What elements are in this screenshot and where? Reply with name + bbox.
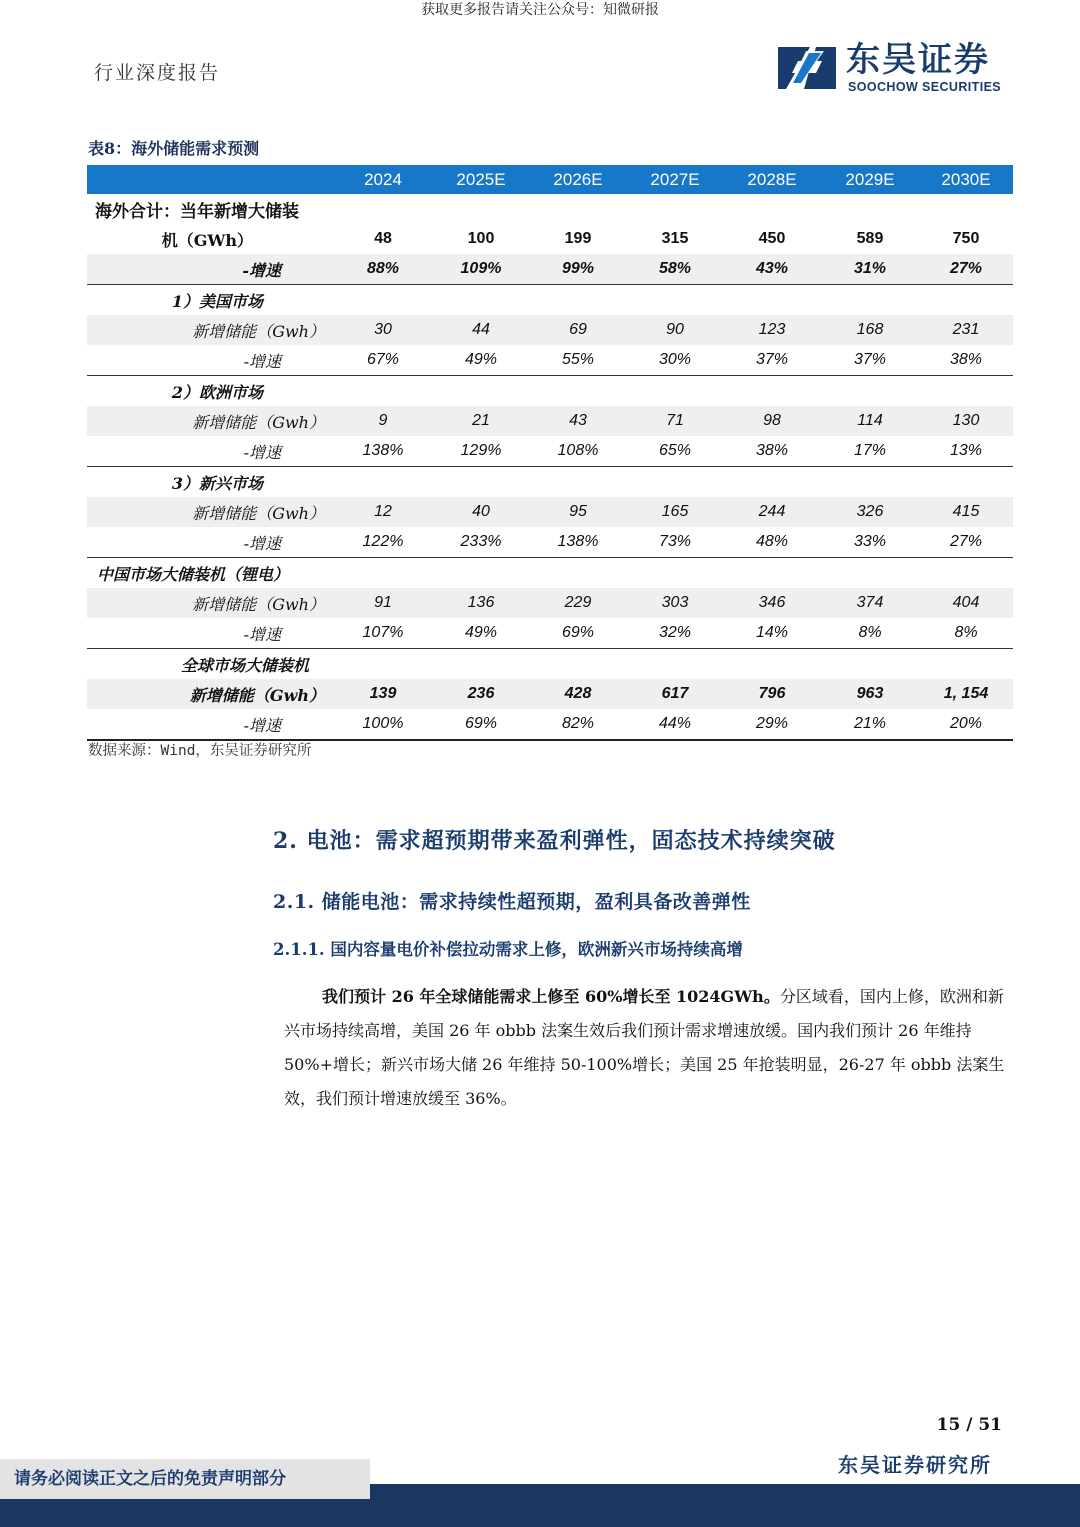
table-row	[87, 588, 1013, 618]
value-cell	[433, 649, 529, 680]
value-cell: 100%	[333, 709, 433, 740]
row-label: 新增储能（Gwh）	[87, 679, 333, 709]
value-cell: 38%	[723, 436, 821, 467]
value-cell: 1, 154	[919, 679, 1013, 709]
table-row	[87, 194, 1013, 224]
table-row	[87, 436, 1013, 467]
value-cell	[723, 649, 821, 680]
value-cell: 82%	[529, 709, 627, 740]
value-cell	[627, 558, 723, 589]
value-cell: 9	[333, 406, 433, 436]
value-cell: 65%	[627, 436, 723, 467]
value-cell	[333, 467, 433, 498]
value-cell: 138%	[333, 436, 433, 467]
value-cell: 29%	[723, 709, 821, 740]
top-note: 获取更多报告请关注公众号：知微研报	[421, 2, 659, 18]
value-cell: 98	[723, 406, 821, 436]
value-cell: 129%	[433, 436, 529, 467]
value-cell: 8%	[919, 618, 1013, 649]
value-cell: 48%	[723, 527, 821, 558]
footer-org-name: 东吴证券研究所	[838, 1453, 992, 1477]
row-label: 海外合计：当年新增大储装	[95, 201, 299, 222]
value-cell: 8%	[821, 618, 919, 649]
value-cell: 963	[821, 679, 919, 709]
value-cell	[821, 558, 919, 589]
row-label: 新增储能（Gwh）	[87, 406, 333, 436]
value-cell: 20%	[919, 709, 1013, 740]
value-cell	[919, 285, 1013, 316]
table-row	[87, 497, 1013, 527]
value-cell: 49%	[433, 345, 529, 376]
table-title: 表8：海外储能需求预测	[88, 139, 260, 158]
value-cell: 796	[723, 679, 821, 709]
value-cell: 32%	[627, 618, 723, 649]
row-label: -增速	[87, 527, 333, 558]
value-cell	[529, 376, 627, 407]
value-cell: 37%	[723, 345, 821, 376]
value-cell: 109%	[433, 254, 529, 285]
value-cell: 750	[952, 230, 980, 247]
value-cell: 91	[333, 588, 433, 618]
section-heading-2-1: 2.1. 储能电池：需求持续性超预期，盈利具备改善弹性	[273, 891, 751, 913]
value-cell	[723, 285, 821, 316]
value-cell: 108%	[529, 436, 627, 467]
forecast-table	[87, 165, 1013, 741]
value-cell	[723, 467, 821, 498]
table-row	[87, 527, 1013, 558]
value-cell: 58%	[627, 254, 723, 285]
value-cell	[919, 467, 1013, 498]
value-cell	[333, 649, 433, 680]
value-cell: 13%	[919, 436, 1013, 467]
value-cell: 38%	[919, 345, 1013, 376]
table-row	[87, 558, 1013, 589]
value-cell: 43	[529, 406, 627, 436]
value-cell: 229	[529, 588, 627, 618]
value-cell	[333, 285, 433, 316]
value-cell	[333, 376, 433, 407]
row-label: -增速	[87, 345, 333, 376]
table-row	[87, 406, 1013, 436]
value-cell	[821, 194, 919, 224]
value-cell: 44%	[627, 709, 723, 740]
table-header-row	[87, 165, 1013, 194]
header-cell: 2029E	[821, 165, 919, 194]
value-cell: 55%	[529, 345, 627, 376]
value-cell: 326	[821, 497, 919, 527]
body-paragraph	[284, 980, 1006, 1116]
report-type-label: 行业深度报告	[94, 62, 221, 84]
row-label: 新增储能（Gwh）	[87, 315, 333, 345]
value-cell: 233%	[433, 527, 529, 558]
logo-chinese-name: 东吴证券	[846, 40, 990, 80]
value-cell	[433, 376, 529, 407]
table-row	[87, 376, 1013, 407]
value-cell	[433, 558, 529, 589]
value-cell	[821, 467, 919, 498]
value-cell: 244	[723, 497, 821, 527]
table-row	[87, 709, 1013, 740]
value-cell: 428	[529, 679, 627, 709]
value-cell: 37%	[821, 345, 919, 376]
value-cell: 40	[433, 497, 529, 527]
value-cell	[433, 194, 529, 224]
value-cell: 12	[333, 497, 433, 527]
value-cell: 139	[333, 679, 433, 709]
row-label: -增速	[87, 436, 333, 467]
value-cell	[333, 558, 433, 589]
row-label: 3）新兴市场	[171, 473, 263, 493]
row-label: 新增储能（Gwh）	[87, 497, 333, 527]
value-cell	[529, 194, 627, 224]
value-cell: 69%	[529, 618, 627, 649]
value-cell: 71	[627, 406, 723, 436]
value-cell: 130	[919, 406, 1013, 436]
value-cell: 27%	[919, 254, 1013, 285]
value-cell: 346	[723, 588, 821, 618]
value-cell	[627, 194, 723, 224]
value-cell	[821, 376, 919, 407]
value-cell: 123	[723, 315, 821, 345]
section-heading-2-1-1: 2.1.1. 国内容量电价补偿拉动需求上修，欧洲新兴市场持续高增	[273, 940, 743, 959]
paragraph-body: 分区域看，国内上修，欧洲和新兴市场持续高增，美国 26 年 obbb 法案生效后我们预计需求增速放缓。国内我们预计 26 年维持 50%+增长；新兴市场大储 26 年维持 50-100%增长；美国 25 年抢装明显，26-27 年 obbb 法案生效，我们预计增速放缓至 36%。	[284, 987, 1005, 1108]
row-label: 1）美国市场	[171, 291, 263, 311]
value-cell: 589	[856, 230, 884, 247]
value-cell: 67%	[333, 345, 433, 376]
value-cell: 88%	[333, 254, 433, 285]
table-row	[87, 649, 1013, 680]
value-cell: 231	[919, 315, 1013, 345]
paragraph-lead: 我们预计 26 年全球储能需求上修至 60%增长至 1024GWh。	[322, 987, 780, 1006]
value-cell: 44	[433, 315, 529, 345]
value-cell	[919, 376, 1013, 407]
value-cell	[821, 285, 919, 316]
value-cell	[821, 649, 919, 680]
row-label: -增速	[87, 709, 333, 740]
row-label: 2）欧洲市场	[171, 382, 263, 402]
value-cell: 303	[627, 588, 723, 618]
value-cell	[627, 285, 723, 316]
value-cell: 21	[433, 406, 529, 436]
value-cell	[433, 467, 529, 498]
header-cell	[87, 165, 333, 194]
value-cell: 43%	[723, 254, 821, 285]
value-cell: 90	[627, 315, 723, 345]
value-cell: 617	[627, 679, 723, 709]
value-cell	[919, 194, 1013, 224]
row-label: -增速	[87, 618, 333, 649]
value-cell: 69%	[433, 709, 529, 740]
section-heading-2: 2. 电池：需求超预期带来盈利弹性，固态技术持续突破	[273, 828, 836, 854]
value-cell	[627, 376, 723, 407]
value-cell: 31%	[821, 254, 919, 285]
value-cell: 168	[821, 315, 919, 345]
table-row	[87, 254, 1013, 285]
page-number: 15 / 51	[936, 1415, 1002, 1435]
data-source-note: 数据来源：Wind，东吴证券研究所	[88, 743, 312, 759]
soochow-logo	[776, 40, 1016, 100]
row-label: 新增储能（Gwh）	[87, 588, 333, 618]
value-cell: 415	[919, 497, 1013, 527]
soochow-logo-icon	[776, 43, 838, 93]
value-cell: 100	[467, 230, 495, 247]
value-cell: 49%	[433, 618, 529, 649]
value-cell: 136	[433, 588, 529, 618]
value-cell	[627, 467, 723, 498]
value-cell: 30%	[627, 345, 723, 376]
value-cell	[333, 194, 433, 224]
row-label: -增速	[87, 254, 333, 285]
row-label: 中国市场大储装机（锂电）	[97, 564, 290, 584]
table-row	[87, 285, 1013, 316]
value-cell	[919, 558, 1013, 589]
disclaimer-banner: 请务必阅读正文之后的免责声明部分	[0, 1459, 370, 1499]
header-cell: 2027E	[627, 165, 723, 194]
value-cell: 450	[758, 230, 786, 247]
value-cell: 165	[627, 497, 723, 527]
value-cell: 21%	[821, 709, 919, 740]
value-cell: 27%	[919, 527, 1013, 558]
header-cell: 2028E	[723, 165, 821, 194]
value-cell	[627, 649, 723, 680]
header-cell: 2026E	[529, 165, 627, 194]
value-cell: 17%	[821, 436, 919, 467]
value-cell: 315	[661, 230, 689, 247]
value-cell: 95	[529, 497, 627, 527]
header-cell: 2030E	[919, 165, 1013, 194]
value-cell: 138%	[529, 527, 627, 558]
value-cell: 122%	[333, 527, 433, 558]
header-cell: 2024	[333, 165, 433, 194]
value-cell	[529, 467, 627, 498]
value-cell: 69	[529, 315, 627, 345]
row-label: 机（GWh）	[161, 230, 253, 250]
value-cell: 374	[821, 588, 919, 618]
value-cell: 99%	[529, 254, 627, 285]
value-cell	[529, 649, 627, 680]
value-cell	[529, 285, 627, 316]
value-cell: 73%	[627, 527, 723, 558]
value-cell	[723, 376, 821, 407]
row-label: 全球市场大储装机	[180, 655, 309, 675]
logo-english-name: SOOCHOW SECURITIES	[848, 80, 1002, 94]
table-row	[87, 345, 1013, 376]
value-cell: 33%	[821, 527, 919, 558]
value-cell	[919, 649, 1013, 680]
value-cell: 404	[919, 588, 1013, 618]
header-cell: 2025E	[433, 165, 529, 194]
value-cell	[529, 558, 627, 589]
value-cell: 114	[821, 406, 919, 436]
value-cell: 14%	[723, 618, 821, 649]
table-row	[87, 618, 1013, 649]
value-cell	[723, 194, 821, 224]
table-row	[87, 224, 1013, 254]
value-cell	[433, 285, 529, 316]
table-row	[87, 679, 1013, 709]
value-cell	[723, 558, 821, 589]
value-cell: 107%	[333, 618, 433, 649]
value-cell: 48	[374, 230, 392, 247]
value-cell: 30	[333, 315, 433, 345]
value-cell: 199	[564, 230, 592, 247]
value-cell: 236	[433, 679, 529, 709]
table-row	[87, 315, 1013, 345]
table-row	[87, 467, 1013, 498]
